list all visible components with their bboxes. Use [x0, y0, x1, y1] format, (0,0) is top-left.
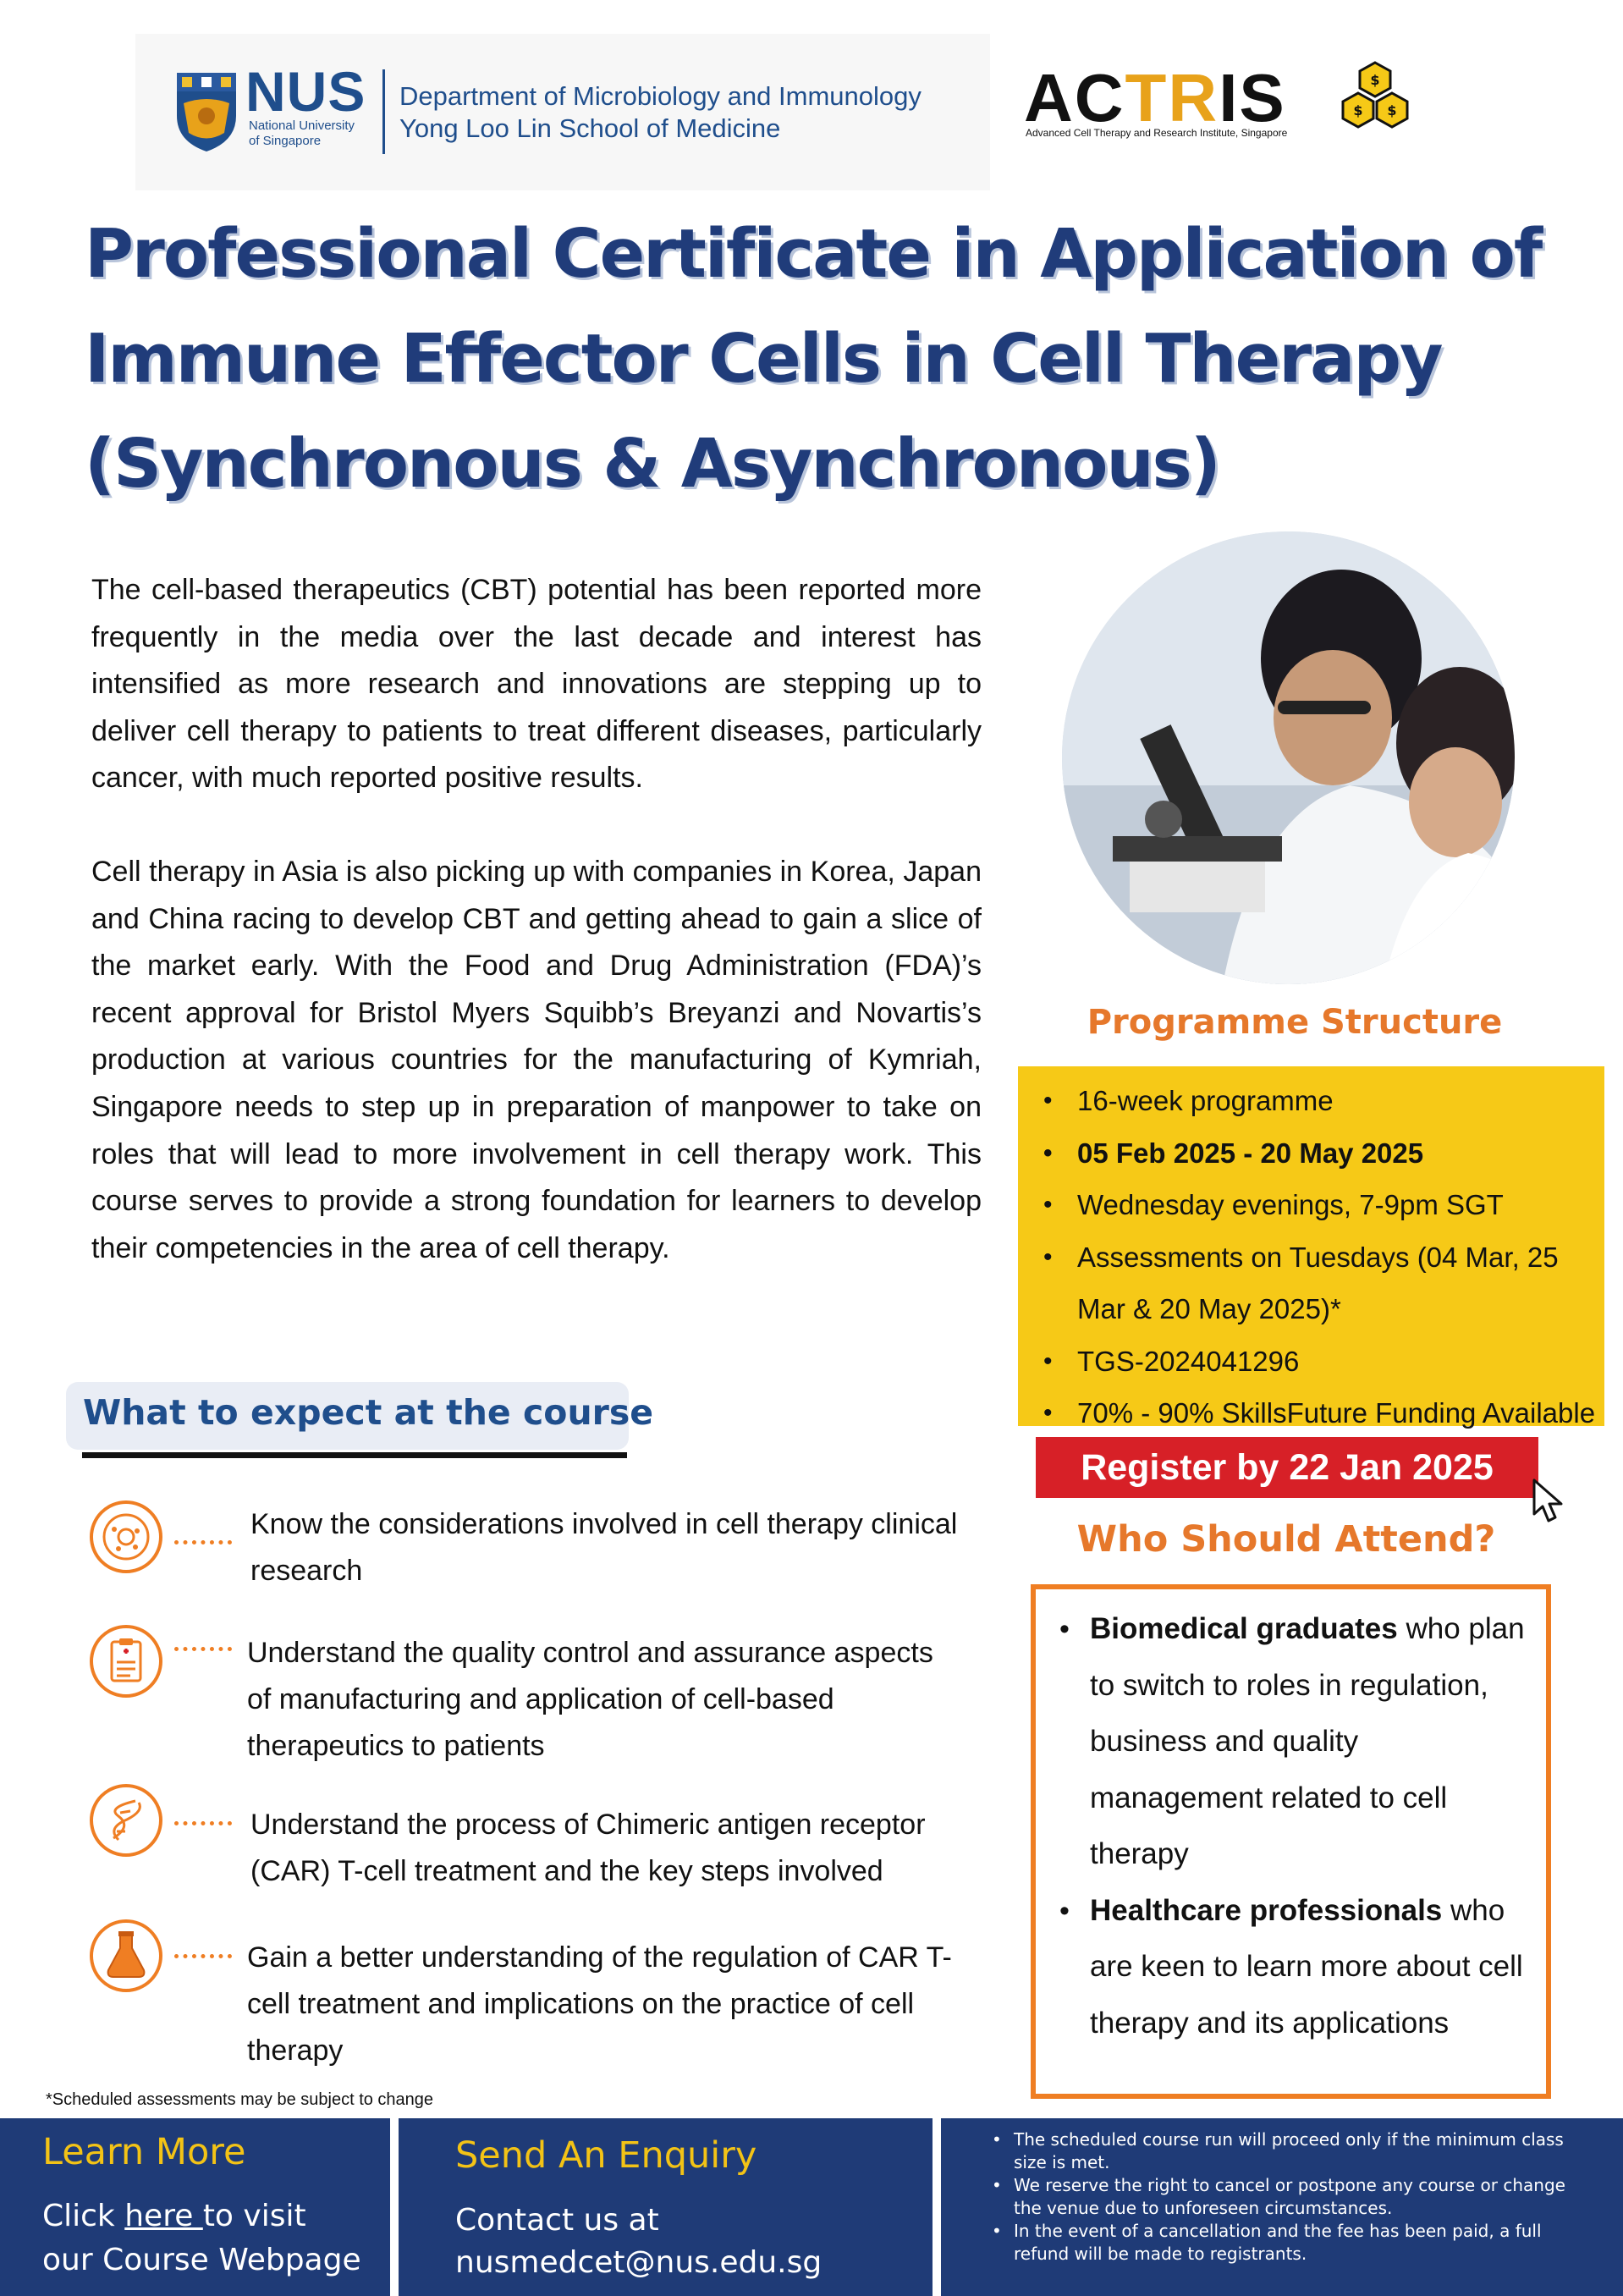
- programme-item: • TGS-2024041296: [1035, 1335, 1604, 1388]
- assessment-footnote: *Scheduled assessments may be subject to change: [46, 2090, 434, 2109]
- programme-list: [1035, 1075, 1604, 1440]
- programme-item: • Assessments on Tuesdays (04 Mar, 25 Mar & 20 May 2025)*: [1035, 1231, 1604, 1335]
- intro-paragraph-2: Cell therapy in Asia is also picking up with companies in Korea, Japan and China racing to develop CBT and getting ahead to gain a slice of the market early. With the Food and Drug Administration (FDA)’s recent approval for Bristol Myers Squibb’s Breyanzi and Novartis’s production at various countries for the manufacturing of Kymriah, Singapore needs to step up in preparation of manpower to take on roles that will lead to more involvement in cell therapy work. This course serves to provide a strong foundation for learners to develop their competencies in the area of cell therapy.: [91, 856, 982, 1264]
- learn-more-text-line2: our Course Webpage: [42, 2243, 361, 2277]
- flask-icon: [90, 1919, 162, 1992]
- nus-crest-logo: [173, 69, 239, 154]
- dna-icon: [90, 1784, 162, 1857]
- svg-text:$: $: [1387, 102, 1397, 118]
- title-line-2: Immune Effector Cells in Cell Therapy: [85, 320, 1442, 398]
- school-name: Yong Loo Lin School of Medicine: [399, 113, 781, 143]
- contact-email[interactable]: nusmedcet@nus.edu.sg: [455, 2245, 823, 2280]
- programme-item: • 70% - 90% SkillsFuture Funding Available: [1035, 1387, 1604, 1440]
- send-enquiry-heading: Send An Enquiry: [455, 2134, 757, 2177]
- expect-heading: What to expect at the course: [83, 1392, 654, 1433]
- course-terms-list: [992, 2128, 1584, 2266]
- programme-item: • Wednesday evenings, 7-9pm SGT: [1035, 1179, 1604, 1231]
- programme-structure-box: [1018, 1066, 1604, 1429]
- expect-heading-underline: [82, 1452, 627, 1458]
- programme-item: • 05 Feb 2025 - 20 May 2025: [1035, 1127, 1604, 1180]
- learn-more-text: Click here to visit: [42, 2199, 306, 2233]
- microscope-scene-illustration: [1062, 531, 1515, 984]
- actris-wordmark: ACTRIS: [1024, 60, 1286, 135]
- audience-item: • Biomedical graduates who plan to switch to roles in regulation, business and quality management related to cell therapy: [1059, 1601, 1529, 1883]
- course-webpage-link[interactable]: here: [124, 2199, 203, 2233]
- course-term-item: • The scheduled course run will proceed only if the minimum class size is met.: [992, 2128, 1584, 2174]
- nus-wordmark: NUS: [245, 60, 366, 123]
- expect-item-text: Understand the process of Chimeric antigen receptor (CAR) T-cell treatment and the key steps involved: [250, 1809, 926, 1887]
- clipboard-icon: [90, 1625, 162, 1698]
- title-line-3: (Synchronous & Asynchronous): [85, 425, 1219, 503]
- header-divider: [382, 69, 385, 154]
- programme-item: • 16-week programme: [1035, 1075, 1604, 1127]
- dotted-connector: [174, 1540, 232, 1544]
- audience-item: • Healthcare professionals who are keen to learn more about cell therapy and its applications: [1059, 1883, 1529, 2052]
- page-title: [85, 201, 1591, 516]
- svg-text:$: $: [1370, 72, 1380, 88]
- nus-subtitle: National University of Singapore: [249, 118, 355, 148]
- programme-structure-heading: Programme Structure: [1087, 1003, 1503, 1042]
- intro-paragraph-1: The cell-based therapeutics (CBT) potential has been reported more frequently in the media over the last decade and interest has intensified as more research and innovations are stepping up to deliver cell therapy to patients to treat different diseases, particularly cancer, with much reported positive results.: [91, 574, 982, 795]
- course-term-item: • In the event of a cancellation and the fee has been paid, a full refund will be made to registrants.: [992, 2220, 1584, 2266]
- actris-hexagon-logo: [1333, 59, 1417, 144]
- cell-icon: [90, 1500, 162, 1573]
- expect-item-text: Gain a better understanding of the regulation of CAR T-cell treatment and implications on the practice of cell therapy: [247, 1941, 952, 2067]
- svg-text:$: $: [1353, 102, 1363, 118]
- who-should-attend-box: [1031, 1584, 1551, 2099]
- expect-item-text: Understand the quality control and assurance aspects of manufacturing and application of cell-based therapeutics to patients: [247, 1637, 933, 1762]
- register-button[interactable]: Register by 22 Jan 2025: [1036, 1437, 1538, 1498]
- course-term-item: • We reserve the right to cancel or postpone any course or change the venue due to unforeseen circumstances.: [992, 2174, 1584, 2220]
- lab-researcher-photo: [1062, 531, 1515, 984]
- actris-subtitle: Advanced Cell Therapy and Research Institute, Singapore: [1026, 127, 1288, 139]
- department-name: Department of Microbiology and Immunology: [399, 81, 922, 111]
- learn-more-heading: Learn More: [42, 2131, 246, 2173]
- title-line-1: Professional Certificate in Application of: [85, 215, 1542, 293]
- expect-item-text: Know the considerations involved in cell therapy clinical research: [250, 1508, 958, 1587]
- dotted-connector: [174, 1821, 232, 1825]
- audience-list: [1059, 1601, 1529, 2051]
- dotted-connector: [174, 1647, 232, 1651]
- who-should-attend-heading: Who Should Attend?: [1076, 1518, 1496, 1561]
- contact-text: Contact us at: [455, 2203, 659, 2238]
- dotted-connector: [174, 1954, 232, 1958]
